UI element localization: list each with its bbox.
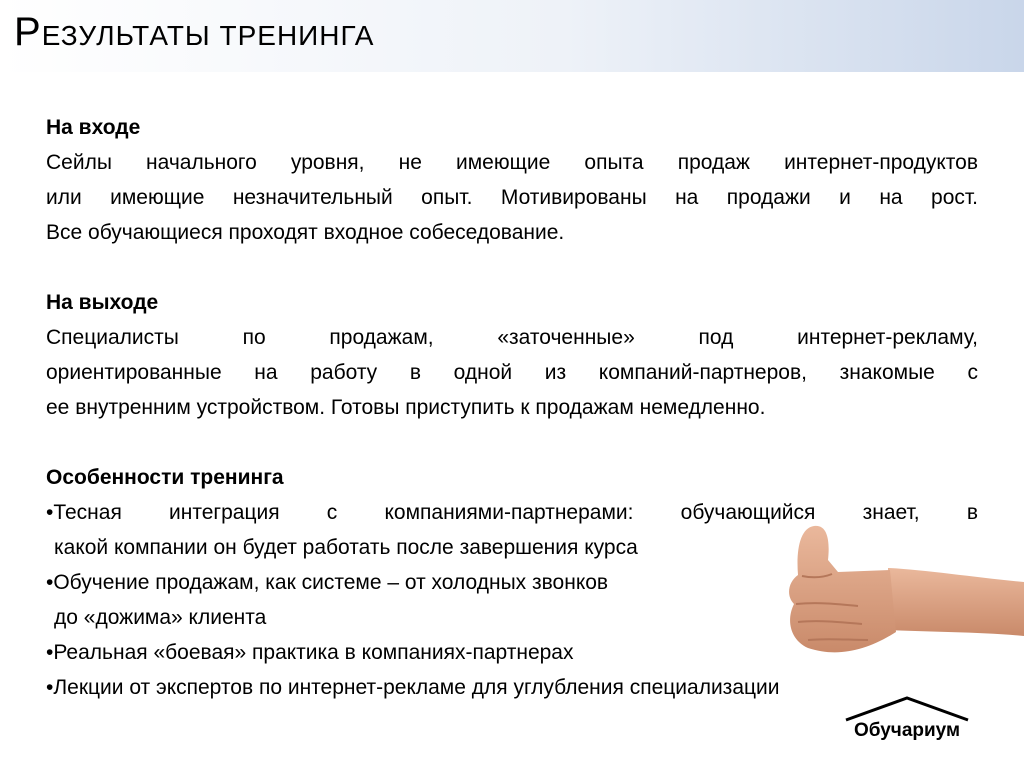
input-heading: На входе	[46, 116, 141, 139]
title-first-letter: Р	[14, 10, 42, 54]
feature-bullet-line: •Реальная «боевая» практика в компаниях-партнерах	[46, 641, 574, 664]
thumbs-up-hand-image	[778, 520, 1024, 670]
output-heading: На выходе	[46, 291, 159, 314]
output-line: ее внутренним устройством. Готовы приступить к продажам немедленно.	[46, 396, 766, 419]
input-line: Все обучающиеся проходят входное собеседование.	[46, 221, 565, 244]
slide-title	[14, 10, 374, 55]
title-rest: ЕЗУЛЬТАТЫ ТРЕНИНГА	[41, 20, 375, 51]
output-line: Специалисты по продажам, «заточенные» под интернет-рекламу,	[46, 326, 978, 349]
features-heading: Особенности тренинга	[46, 466, 284, 489]
feature-bullet-line: до «дожима» клиента	[54, 606, 267, 629]
input-line: или имеющие незначительный опыт. Мотивированы на продажи и на рост.	[46, 186, 978, 209]
input-line: Сейлы начального уровня, не имеющие опыта продаж интернет-продуктов	[46, 151, 978, 174]
obuchariuim-logo	[840, 694, 974, 754]
logo-text: Обучариум	[853, 720, 961, 741]
feature-bullet-line: какой компании он будет работать после завершения курса	[54, 536, 638, 559]
feature-bullet-line: •Обучение продажам, как системе – от холодных звонков	[46, 571, 609, 594]
output-line: ориентированные на работу в одной из компаний-партнеров, знакомые с	[46, 361, 978, 384]
feature-bullet-line: •Лекции от экспертов по интернет-рекламе для углубления специализации	[46, 676, 780, 699]
feature-bullet-line: •Тесная интеграция с компаниями-партнерами: обучающийся знает, в	[46, 501, 978, 524]
